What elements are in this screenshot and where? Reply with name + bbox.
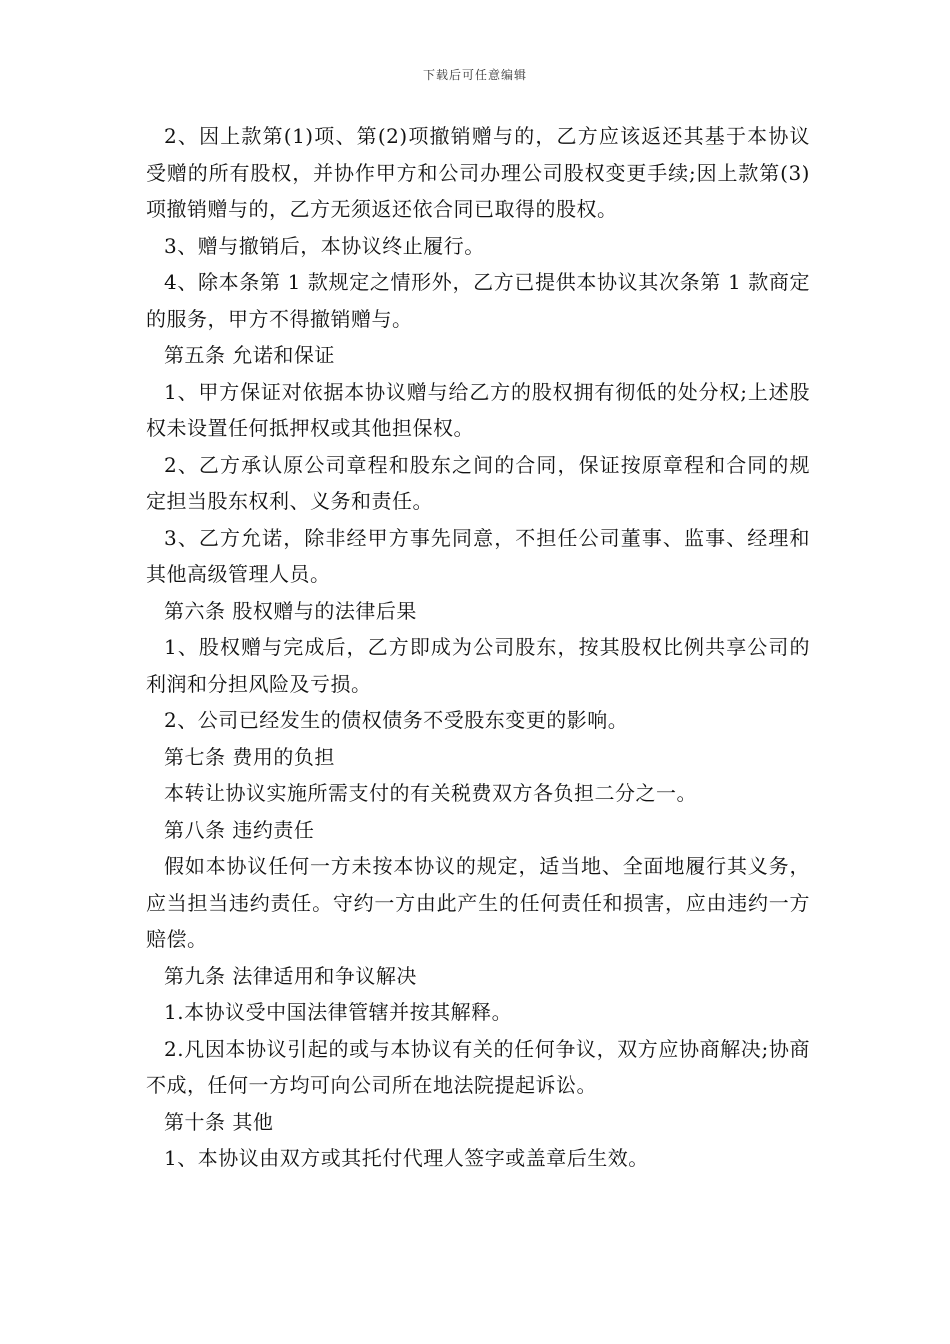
- page-header: 下载后可任意编辑: [422, 68, 527, 82]
- paragraph: 1、股权赠与完成后，乙方即成为公司股东，按其股权比例共享公司的利润和分担风险及亏损。: [146, 635, 810, 696]
- article-heading: 第五条 允诺和保证: [164, 343, 335, 367]
- paragraph: 2.凡因本协议引起的或与本协议有关的任何争议，双方应协商解决;协商不成，任何一方均可向公司所在地法院提起诉讼。: [146, 1036, 810, 1097]
- article-heading: 第六条 股权赠与的法律后果: [164, 598, 417, 623]
- paragraph: 假如本协议任何一方未按本协议的规定，适当地、全面地履行其义务，应当担当违约责任。守约一方由此产生的任何责任和损害，应由违约一方赔偿。: [146, 854, 810, 951]
- paragraph: 2、乙方承认原公司章程和股东之间的合同，保证按原章程和合同的规定担当股东权利、义务和责任。: [146, 452, 810, 513]
- paragraph: 3、乙方允诺，除非经甲方事先同意，不担任公司董事、监事、经理和其他高级管理人员。: [146, 525, 810, 586]
- paragraph: 本转让协议实施所需支付的有关税费双方各负担二分之一。: [164, 781, 697, 805]
- paragraph: 1.本协议受中国法律管辖并按其解释。: [164, 1000, 513, 1024]
- document-body: [146, 118, 810, 1177]
- paragraph: 4、除本条第 1 款规定之情形外，乙方已提供本协议其次条第 1 款商定的服务，甲方不得撤销赠与。: [146, 270, 810, 331]
- paragraph: 2、因上款第(1)项、第(2)项撤销赠与的，乙方应该返还其基于本协议受赠的所有股权，并协作甲方和公司办理公司股权变更手续;因上款第(3)项撤销赠与的，乙方无须返还依合同已取得的股权。: [146, 124, 810, 221]
- paragraph: 2、公司已经发生的债权债务不受股东变更的影响。: [164, 708, 629, 732]
- article-heading: 第十条 其他: [164, 1109, 274, 1134]
- article-heading: 第八条 违约责任: [164, 817, 315, 842]
- paragraph: 1、甲方保证对依据本协议赠与给乙方的股权拥有彻低的处分权;上述股权未设置任何抵押权或其他担保权。: [146, 379, 810, 440]
- article-heading: 第九条 法律适用和争议解决: [164, 963, 417, 988]
- paragraph: 1、本协议由双方或其托付代理人签字或盖章后生效。: [164, 1146, 649, 1170]
- article-heading: 第七条 费用的负担: [164, 744, 335, 769]
- paragraph: 3、赠与撤销后，本协议终止履行。: [164, 233, 485, 258]
